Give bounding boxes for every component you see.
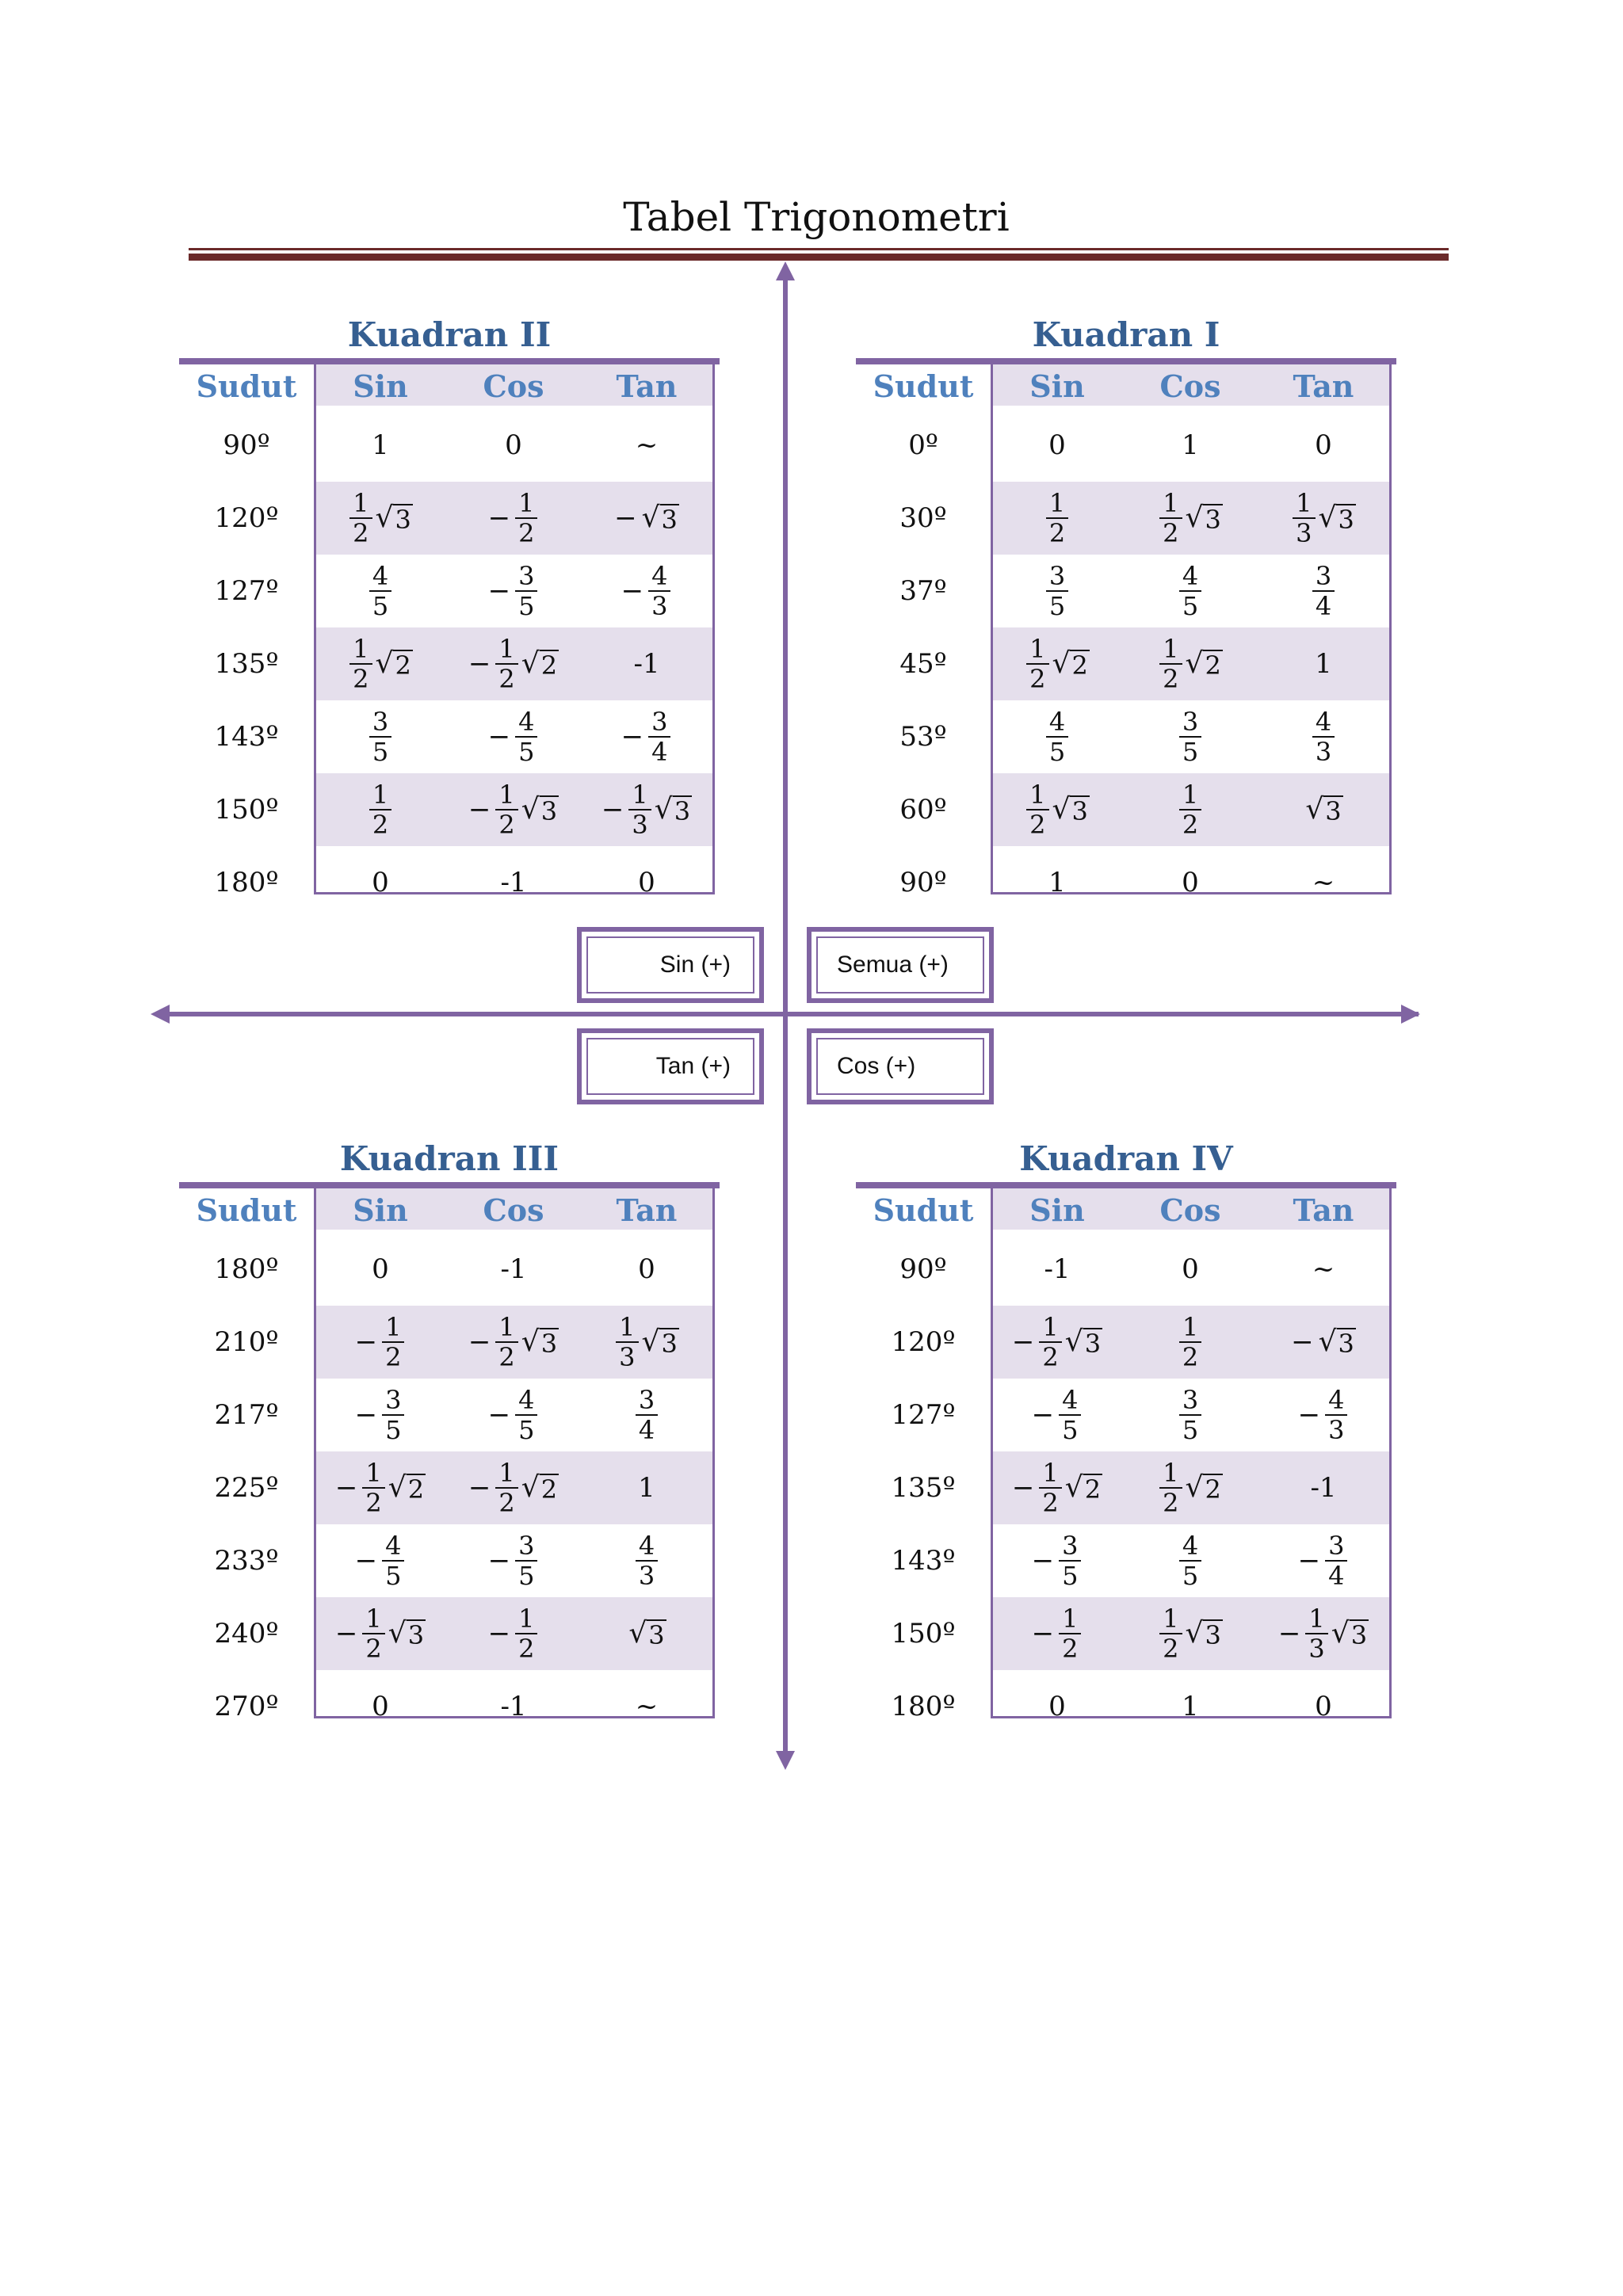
column-header-sin: Sin <box>1029 1192 1085 1228</box>
angle-cell: 143º <box>891 1545 956 1577</box>
sin-value-cell: 0 <box>372 867 389 898</box>
sin-value-cell: − $\frac{1}{2}$ √ 3 <box>334 1604 425 1664</box>
tan-value-cell: − $\frac{3}{4}$ <box>1257 1524 1390 1597</box>
sin-value-cell: $\frac{3}{5}$ <box>314 700 447 773</box>
cos-value-cell: $\frac{4}{5}$ <box>1124 1524 1257 1597</box>
angle-cell: 135º <box>891 1472 956 1504</box>
column-header-tan: Tan <box>616 1192 678 1228</box>
sin-value-cell: − $\frac{1}{2}$ <box>991 1597 1124 1670</box>
quadrant-title: Kuadran III <box>339 1139 559 1178</box>
column-header-tan: Tan <box>616 368 678 404</box>
column-header-cos: Cos <box>483 1192 544 1228</box>
angle-cell: 210º <box>214 1326 279 1358</box>
cos-value-cell: -1 <box>500 1253 527 1285</box>
sin-value-cell: 1 <box>1048 867 1066 898</box>
tan-value-cell: $\frac{1}{3}$ √ 3 <box>580 1306 713 1379</box>
angle-cell: 37º <box>899 575 947 607</box>
title-rule-thin <box>189 248 1449 250</box>
column-header-sin: Sin <box>353 1192 408 1228</box>
arrow-up-icon <box>776 261 795 280</box>
cos-value-cell: − $\frac{1}{2}$ √ 2 <box>468 634 558 694</box>
sin-value-cell: $\frac{1}{2}$ √ 2 <box>991 627 1124 700</box>
cos-value-cell: 1 <box>1182 1691 1199 1722</box>
angle-cell: 127º <box>891 1399 956 1431</box>
cos-value-cell: $\frac{1}{2}$ √ 2 <box>1124 1451 1257 1524</box>
column-header-sin: Sin <box>1029 368 1085 404</box>
sign-label-quadrant-4: Cos (+) <box>816 1038 984 1095</box>
sin-value-cell: $\frac{4}{5}$ <box>314 555 447 627</box>
arrow-left-icon <box>151 1005 170 1024</box>
cos-value-cell: $\frac{1}{2}$ √ 3 <box>1124 1597 1257 1670</box>
column-header-sudut: Sudut <box>873 368 974 404</box>
tan-value-cell: − $\frac{1}{3}$ √ 3 <box>601 780 691 840</box>
quadrant-top-rule <box>856 358 1396 364</box>
column-header-sin: Sin <box>353 368 408 404</box>
sign-label-quadrant-2: Sin (+) <box>586 936 754 994</box>
title-rule-thick <box>189 254 1449 261</box>
cos-value-cell: − $\frac{1}{2}$ <box>447 482 580 555</box>
cos-value-cell: − $\frac{3}{5}$ <box>447 555 580 627</box>
angle-cell: 53º <box>899 721 947 753</box>
cos-value-cell: $\frac{1}{2}$ √ 2 <box>1124 627 1257 700</box>
column-header-tan: Tan <box>1293 1192 1354 1228</box>
angle-cell: 30º <box>899 502 947 534</box>
quadrant-title: Kuadran I <box>1032 315 1220 354</box>
sin-value-cell: 0 <box>1048 1691 1066 1722</box>
sign-box-quadrant-4 <box>807 1028 994 1104</box>
sin-value-cell: 0 <box>372 1253 389 1285</box>
sin-value-cell: $\frac{1}{2}$ √ 2 <box>314 627 447 700</box>
angle-cell: 60º <box>899 794 947 826</box>
cos-value-cell: − $\frac{4}{5}$ <box>447 700 580 773</box>
angle-cell: 0º <box>908 429 938 461</box>
angle-cell: 150º <box>214 794 279 826</box>
tan-value-cell: $\frac{3}{4}$ <box>1257 555 1390 627</box>
sin-value-cell: − $\frac{3}{5}$ <box>314 1379 447 1451</box>
tan-value-cell: $\frac{4}{3}$ <box>580 1524 713 1597</box>
column-header-cos: Cos <box>1159 368 1221 404</box>
sin-value-cell: $\frac{1}{2}$ √ 3 <box>314 482 447 555</box>
tan-value-cell: 0 <box>638 1253 655 1285</box>
cos-value-cell: -1 <box>500 867 527 898</box>
cos-value-cell: − $\frac{1}{2}$ √ 3 <box>468 1312 558 1372</box>
tan-value-cell: − √ 3 <box>614 502 678 535</box>
sin-value-cell: − $\frac{1}{2}$ √ 2 <box>1011 1458 1102 1518</box>
cos-value-cell: $\frac{1}{2}$ <box>1124 773 1257 846</box>
cos-value-cell: $\frac{3}{5}$ <box>1124 700 1257 773</box>
sin-value-cell: $\frac{1}{2}$ <box>991 482 1124 555</box>
quadrant-q2 <box>179 315 720 902</box>
tan-value-cell: ~ <box>1312 867 1335 898</box>
quadrant-q4 <box>856 1139 1396 1726</box>
cos-value-cell: 1 <box>1182 429 1199 461</box>
cos-value-cell: 0 <box>1182 867 1199 898</box>
sign-label-quadrant-3: Tan (+) <box>586 1038 754 1095</box>
sign-box-quadrant-2 <box>577 927 764 1003</box>
sign-label-quadrant-1: Semua (+) <box>816 936 984 994</box>
column-header-tan: Tan <box>1293 368 1354 404</box>
sin-value-cell: − $\frac{4}{5}$ <box>314 1524 447 1597</box>
quadrant-top-rule <box>179 358 720 364</box>
cos-value-cell: − $\frac{4}{5}$ <box>447 1379 580 1451</box>
angle-cell: 90º <box>899 867 947 898</box>
column-header-cos: Cos <box>483 368 544 404</box>
cos-value-cell: $\frac{4}{5}$ <box>1124 555 1257 627</box>
angle-cell: 270º <box>214 1691 279 1722</box>
angle-cell: 135º <box>214 648 279 680</box>
tan-value-cell: ~ <box>635 1691 659 1722</box>
cos-value-cell: 0 <box>505 429 522 461</box>
tan-value-cell: √ 3 <box>628 1617 665 1650</box>
arrow-down-icon <box>776 1751 795 1770</box>
angle-cell: 143º <box>214 721 279 753</box>
column-header-sudut: Sudut <box>196 1192 297 1228</box>
cos-value-cell: − $\frac{3}{5}$ <box>447 1524 580 1597</box>
tan-value-cell: $\frac{1}{3}$ √ 3 <box>1257 482 1390 555</box>
angle-cell: 120º <box>214 502 279 534</box>
angle-cell: 127º <box>214 575 279 607</box>
quadrant-title: Kuadran II <box>347 315 552 354</box>
tan-value-cell: 1 <box>638 1472 655 1504</box>
sin-value-cell: $\frac{1}{2}$ <box>314 773 447 846</box>
cos-value-cell: 0 <box>1182 1253 1199 1285</box>
tan-value-cell: − $\frac{4}{3}$ <box>1257 1379 1390 1451</box>
arrow-right-icon <box>1401 1005 1420 1024</box>
cos-value-cell: -1 <box>500 1691 527 1722</box>
cos-value-cell: − $\frac{1}{2}$ <box>447 1597 580 1670</box>
tan-value-cell: -1 <box>633 648 660 680</box>
cos-value-cell: $\frac{1}{2}$ √ 3 <box>1124 482 1257 555</box>
cos-value-cell: $\frac{1}{2}$ <box>1124 1306 1257 1379</box>
tan-value-cell: 1 <box>1315 648 1332 680</box>
sin-value-cell: 0 <box>1048 429 1066 461</box>
sin-value-cell: − $\frac{4}{5}$ <box>991 1379 1124 1451</box>
angle-cell: 217º <box>214 1399 279 1431</box>
column-header-sudut: Sudut <box>196 368 297 404</box>
sign-box-quadrant-1 <box>807 927 994 1003</box>
angle-cell: 233º <box>214 1545 279 1577</box>
cos-value-cell: − $\frac{1}{2}$ √ 2 <box>468 1458 558 1518</box>
sin-value-cell: − $\frac{1}{2}$ <box>314 1306 447 1379</box>
tan-value-cell: 0 <box>638 867 655 898</box>
tan-value-cell: − $\frac{3}{4}$ <box>580 700 713 773</box>
tan-value-cell: $\frac{4}{3}$ <box>1257 700 1390 773</box>
tan-value-cell: − √ 3 <box>1291 1325 1354 1359</box>
angle-cell: 120º <box>891 1326 956 1358</box>
quadrant-q1 <box>856 315 1396 902</box>
sin-value-cell: $\frac{3}{5}$ <box>991 555 1124 627</box>
cos-value-cell: $\frac{3}{5}$ <box>1124 1379 1257 1451</box>
cos-value-cell: − $\frac{1}{2}$ √ 3 <box>468 780 558 840</box>
angle-cell: 225º <box>214 1472 279 1504</box>
sin-value-cell: − $\frac{1}{2}$ √ 2 <box>334 1458 425 1518</box>
tan-value-cell: − $\frac{1}{3}$ √ 3 <box>1277 1604 1368 1664</box>
angle-cell: 90º <box>899 1253 947 1285</box>
sin-value-cell: $\frac{4}{5}$ <box>991 700 1124 773</box>
tan-value-cell: -1 <box>1310 1472 1337 1504</box>
angle-cell: 45º <box>899 648 947 680</box>
page-title: Tabel Trigonometri <box>623 194 1010 240</box>
tan-value-cell: 0 <box>1315 429 1332 461</box>
angle-cell: 150º <box>891 1618 956 1650</box>
tan-value-cell: − $\frac{4}{3}$ <box>580 555 713 627</box>
tan-value-cell: √ 3 <box>1305 793 1342 826</box>
angle-cell: 180º <box>891 1691 956 1722</box>
horizontal-axis <box>166 1012 1419 1016</box>
tan-value-cell: ~ <box>1312 1253 1335 1285</box>
sin-value-cell: 1 <box>372 429 389 461</box>
tan-value-cell: ~ <box>635 429 659 461</box>
quadrant-top-rule <box>179 1182 720 1188</box>
quadrant-title: Kuadran IV <box>1019 1139 1233 1178</box>
column-header-sudut: Sudut <box>873 1192 974 1228</box>
sign-box-quadrant-3 <box>577 1028 764 1104</box>
angle-cell: 180º <box>214 1253 279 1285</box>
tan-value-cell: 0 <box>1315 1691 1332 1722</box>
quadrant-top-rule <box>856 1182 1396 1188</box>
column-header-cos: Cos <box>1159 1192 1221 1228</box>
quadrant-q3 <box>179 1139 720 1726</box>
sin-value-cell: $\frac{1}{2}$ √ 3 <box>991 773 1124 846</box>
sin-value-cell: − $\frac{1}{2}$ √ 3 <box>1011 1312 1102 1372</box>
angle-cell: 240º <box>214 1618 279 1650</box>
angle-cell: 180º <box>214 867 279 898</box>
sin-value-cell: − $\frac{3}{5}$ <box>991 1524 1124 1597</box>
sin-value-cell: 0 <box>372 1691 389 1722</box>
angle-cell: 90º <box>223 429 270 461</box>
tan-value-cell: $\frac{3}{4}$ <box>580 1379 713 1451</box>
sin-value-cell: -1 <box>1044 1253 1071 1285</box>
